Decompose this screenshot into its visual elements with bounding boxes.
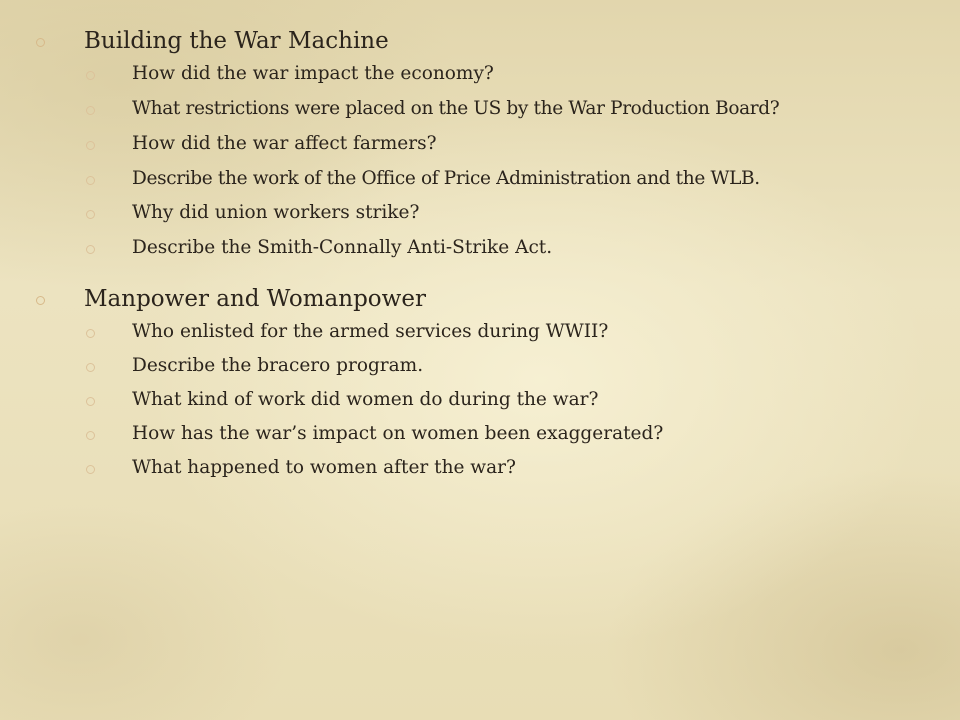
list-item-text: What happened to women after the war? xyxy=(132,457,516,478)
circle-bullet-icon xyxy=(86,210,95,219)
list-item-text: How did the war affect farmers? xyxy=(132,133,437,154)
section-heading-text: Building the War Machine xyxy=(84,28,389,54)
circle-bullet-icon xyxy=(86,465,95,474)
circle-bullet-icon xyxy=(86,176,95,185)
list-item-text: Describe the Smith-Connally Anti-Strike Act. xyxy=(132,237,553,258)
list-item-text: Describe the bracero program. xyxy=(132,355,424,376)
circle-bullet-icon xyxy=(86,71,95,80)
circle-bullet-icon xyxy=(36,38,45,47)
list-item-text: Describe the work of the Office of Price Administration and the WLB. xyxy=(132,168,760,189)
circle-bullet-icon xyxy=(86,363,95,372)
list-item-text: What restrictions were placed on the US by the War Production Board? xyxy=(132,98,780,119)
circle-bullet-icon xyxy=(36,296,45,305)
list-item-text: How did the war impact the economy? xyxy=(132,63,494,84)
list-item-text: How has the war’s impact on women been exaggerated? xyxy=(132,423,664,444)
circle-bullet-icon xyxy=(86,329,95,338)
circle-bullet-icon xyxy=(86,106,95,115)
list-item-text: Who enlisted for the armed services during WWII? xyxy=(132,321,609,342)
circle-bullet-icon xyxy=(86,431,95,440)
list-item-text: Why did union workers strike? xyxy=(132,202,420,223)
circle-bullet-icon xyxy=(86,397,95,406)
list-item-text: What kind of work did women do during the war? xyxy=(132,389,599,410)
circle-bullet-icon xyxy=(86,245,95,254)
section-heading-text: Manpower and Womanpower xyxy=(84,286,426,312)
circle-bullet-icon xyxy=(86,141,95,150)
